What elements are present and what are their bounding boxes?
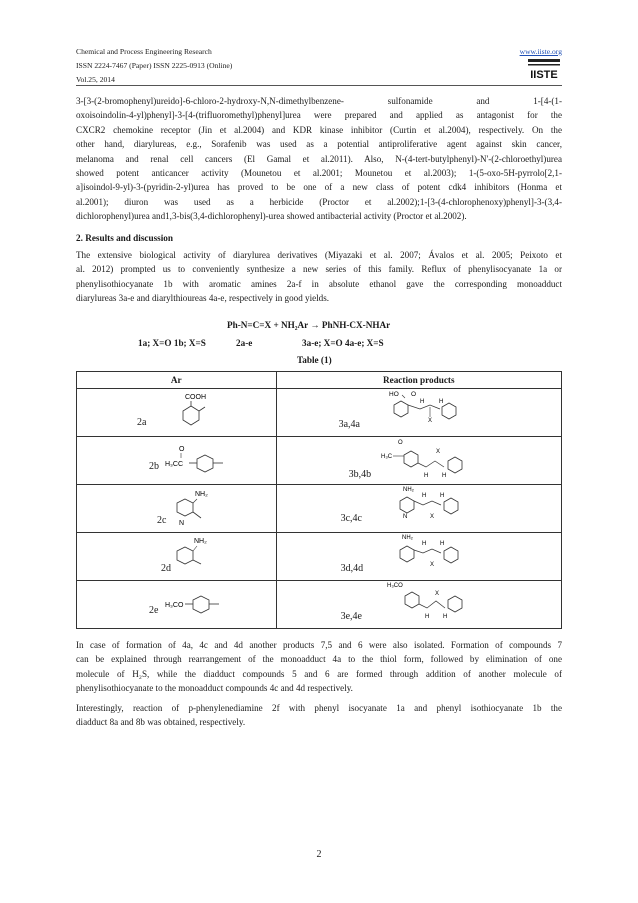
nh-h: H (439, 541, 444, 547)
nh-h: H (424, 614, 429, 620)
methoxy-group: H₃CO (386, 583, 403, 589)
product-cell (277, 581, 561, 628)
nh-h: H (442, 614, 447, 620)
ho-group: HO (388, 391, 399, 398)
structure-3b (277, 437, 563, 484)
reactant-2-label: 2a-e (236, 338, 253, 348)
table-row (77, 581, 562, 629)
results-paragraph (76, 248, 562, 306)
intro-line: a]isoindol-9-yl)-3-(pyridin-2-yl)urea has proved to be one of a new class of potent cdk4 inhibitors (Honma et (76, 182, 562, 193)
results-line: phenylisothiocyanate 1b with aromatic amines 2a-f in absolute ethanol gave the corresponding monoadduct (76, 278, 562, 289)
nh-h: H (439, 493, 444, 499)
intro-line: showed potent anticancer activity (Mounetou et al.2001; Mounetou et al.2003); 1-(5-oxo-5H-pyrrolo[2,1- (76, 168, 562, 179)
o-group: O (410, 391, 416, 398)
structure-2d (77, 533, 277, 580)
journal-name: Chemical and Process Engineering Research (76, 47, 212, 56)
nh2-group: NH₂ (194, 538, 207, 545)
o-atom: O (397, 440, 403, 446)
table-title: Table (1) (297, 355, 332, 365)
amine-label: 2c (157, 515, 167, 526)
amine-label: 2b (149, 461, 159, 472)
pyridine-n: N (402, 514, 407, 520)
page-number: 2 (316, 849, 322, 860)
nh2-group: NH₂ (401, 535, 413, 541)
product-label: 3d,4d (340, 563, 364, 574)
iiste-logo (526, 58, 562, 80)
intro-line: melanoma and renal cell cancers (El Gamal et al.2011). Also, N-(4-tert-butylphenyl)-N'-(2-chloroethyl)urea (76, 153, 562, 164)
intro-line: oxoisoindolin-4-yl)phenyl]-3-[4-(trifluoromethyl)phenyl]urea were prepared and applied as antagonist for the (76, 110, 562, 121)
cooh-group: COOH (185, 394, 206, 401)
product-label: 3a,4a (338, 419, 360, 430)
issn-line: ISSN 2224-7467 (Paper) ISSN 2225-0913 (Online) (76, 61, 233, 70)
results-line: diarylureas 3a-e and diarylthioureas 4a-e, respectively in good yields. (76, 293, 330, 304)
nh-h: H (438, 399, 443, 405)
intro-line: CXCR2 chemokine receptor (Jin et al.2004) and KDR kinase inhibitor (Curtin et al.2004), respectively. On the (76, 124, 562, 135)
diadduct-paragraph (76, 701, 562, 730)
section-heading: 2. Results and discussion (76, 233, 174, 243)
amine-cell (77, 389, 276, 436)
header-rule (76, 85, 562, 86)
methyl-group: H₃C (380, 454, 392, 460)
table-header-row (77, 372, 562, 389)
product-label: 3a-e; X=O 4a-e; X=S (302, 338, 384, 348)
after-line: molecule of H₂S, while the diadduct compounds 5 and 6 are formed through addition of another molecule of (76, 668, 562, 679)
after-table-paragraph (76, 638, 562, 696)
amine-cell (77, 485, 276, 532)
table-row (77, 533, 562, 581)
structure-3a (277, 389, 563, 436)
product-label: 3c,4c (340, 513, 362, 524)
structure-3e (277, 581, 563, 628)
results-line: The extensive biological activity of diarylurea derivatives (Miyazaki et al. 2007; Ávalos et al. 2005; Peixoto et (76, 250, 562, 260)
structure-2e (77, 581, 277, 628)
nh-h: H (441, 473, 446, 479)
x-atom: X (429, 562, 434, 568)
nh-h: H (421, 493, 426, 499)
after-line: In case of formation of 4a, 4c and 4d another products 7,5 and 6 were also isolated. Formation of compounds 7 (76, 640, 562, 650)
pyridine-n: N (179, 520, 185, 527)
logo-text: IISTE (530, 69, 558, 80)
x-atom: X (429, 514, 434, 520)
methoxy-group: H₃CO (165, 602, 184, 609)
intro-paragraph (76, 94, 562, 224)
amine-label: 2a (137, 417, 147, 428)
after-line: phenylisothiocyanate to the monoadduct compounds 4c and 4d respectively. (76, 683, 353, 694)
reaction-table (76, 371, 562, 629)
table-row (77, 389, 562, 437)
amine-cell (77, 533, 276, 580)
nh-h: H (423, 473, 428, 479)
diadduct-line: Interestingly, reaction of p-phenylenediamine 2f with phenyl isocyanate 1a and phenyl isothiocyanate 1b the (76, 703, 562, 713)
product-cell (277, 389, 561, 436)
table-row (77, 437, 562, 485)
amine-label: 2d (161, 563, 171, 574)
intro-line: al.2001); diuron was used as a herbicide (Proctor et al.2002);1-[3-(4-chlorophenoxy)phenyl]-3-(3,4- (76, 196, 562, 207)
nh2-group: NH₂ (402, 487, 414, 493)
structure-2b (77, 437, 277, 484)
amine-cell (77, 581, 276, 628)
after-line: can be explained through rearrangement of the monoadduct 4a to the thiol form, followed by elimination of one (76, 654, 562, 665)
product-cell (277, 533, 561, 580)
x-atom: X (435, 449, 440, 455)
x-atom: X (434, 591, 439, 597)
product-label: 3b,4b (348, 469, 372, 480)
product-cell (277, 485, 561, 532)
nh2-group: NH₂ (195, 491, 208, 498)
product-cell (277, 437, 561, 484)
amine-cell (77, 437, 276, 484)
structure-2a (77, 389, 277, 436)
nh-h: H (421, 541, 426, 547)
x-atom: X (427, 418, 432, 424)
website-link[interactable]: www.iiste.org (519, 47, 562, 56)
results-line: al. 2012) prompted us to conveniently synthesize a new series of this family. Reflux of phenylisocyanate 1a or (76, 264, 562, 275)
volume-line: Vol.25, 2014 (76, 75, 115, 84)
product-label: 3e,4e (340, 611, 362, 622)
structure-3c (277, 485, 563, 532)
reaction-equation: Ph-N=C=X + NH₂Ar → PhNH-CX-NHAr (227, 320, 391, 330)
o-atom: O (179, 446, 185, 453)
header-products: Reaction products (276, 372, 561, 389)
intro-line: other hand, diarylureas, e.g., Sorafenib was used as a potential antiproliferative agent against skin cancer, (76, 139, 562, 150)
acetyl-group: H₃CC (165, 461, 184, 468)
intro-line: 3-[3-(2-bromophenyl)ureido]-6-chloro-2-hydroxy-N,N-dimethylbenzene- sulfonamide and 1-[4-(1- (76, 96, 562, 106)
header-ar: Ar (77, 372, 277, 389)
diadduct-line: diadduct 8a and 8b was obtained, respectively. (76, 717, 246, 728)
structure-2c (77, 485, 277, 532)
structure-3d (277, 533, 563, 580)
table-row (77, 485, 562, 533)
amine-label: 2e (149, 605, 159, 616)
reactant-1-label: 1a; X=O 1b; X=S (138, 338, 206, 348)
nh-h: H (419, 399, 424, 405)
intro-line: dichlorophenyl)urea and1,3-bis(3,4-dichlorophenyl)-urea showed antibacterial activity (Proctor et al.2002). (76, 211, 467, 222)
